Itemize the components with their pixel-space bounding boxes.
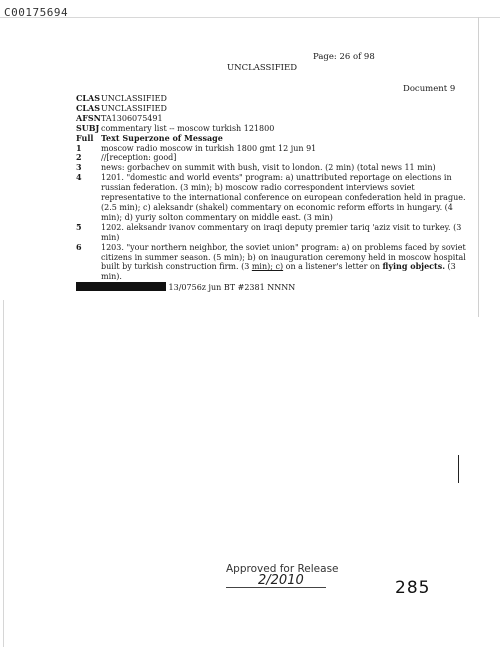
item-text: //[reception: good]	[101, 153, 177, 163]
classification-header: UNCLASSIFIED	[227, 63, 298, 73]
list-item	[76, 243, 471, 283]
page-border-right	[478, 17, 479, 317]
field-row	[76, 134, 471, 144]
field-value: Text Superzone of Message	[101, 132, 223, 143]
item-text: 1201. "domestic and world events" program: a) unattributed reportage on elections in russian federation. (3 min); b) moscow radio correspondent interviews soviet representative to the international conference on european confederation held in prague. (2.5 min); c) aleksandr (shakel) commentary on economic reform efforts in hungary. (4 min); d) yuriy solton commentary on middle east. (3 min)	[101, 173, 466, 222]
item-text-mid: on a listener's letter on	[283, 262, 383, 272]
page-border-top	[0, 17, 500, 18]
item-text-bold: flying objects.	[382, 261, 446, 272]
footer-line-row	[76, 282, 471, 293]
item-text-end: (3 min).	[101, 262, 456, 282]
redaction-block	[76, 282, 166, 291]
item-number: 1	[76, 142, 82, 153]
field-label: Full	[76, 132, 94, 143]
item-number: 3	[76, 162, 82, 173]
item-number: 5	[76, 221, 82, 232]
field-value: commentary list -- moscow turkish 121800	[101, 123, 275, 133]
item-text	[101, 243, 471, 283]
field-label: CLAS	[76, 93, 100, 103]
margin-bracket	[458, 455, 459, 483]
field-row	[76, 114, 471, 124]
field-label: CLAS	[76, 102, 100, 113]
item-text: news: gorbachev on summit with bush, visit to london. (2 min) (total news 11 min)	[101, 163, 436, 173]
item-text: 1202. aleksandr ivanov commentary on iraqi deputy premier tariq 'aziz visit to turkey. (3 min)	[101, 222, 462, 242]
release-date: 2/2010	[258, 573, 304, 588]
page-border-left	[3, 300, 4, 647]
item-number: 6	[76, 241, 82, 252]
field-value: UNCLASSIFIED	[101, 94, 167, 103]
field-label: SUBJ	[76, 122, 100, 133]
list-item	[76, 173, 471, 223]
field-row	[76, 104, 471, 114]
item-number: 4	[76, 172, 82, 183]
item-number: 2	[76, 152, 82, 163]
page-number: Page: 26 of 98	[313, 52, 375, 62]
item-text-main: 1203. "your northern neighbor, the soviet union" program: a) on problems faced by soviet citizens in summer season. (5 min); b) on inauguration ceremony held in moscow hospital built by turkish construction firm. (3	[101, 242, 466, 272]
item-text: moscow radio moscow in turkish 1800 gmt 12 jun 91	[101, 143, 317, 153]
field-value: UNCLASSIFIED	[101, 103, 167, 113]
release-stamp: Approved for Release	[226, 563, 339, 575]
item-text-underlined: min); c)	[251, 262, 284, 272]
transmission-footer: 13/0756z jun BT #2381 NNNN	[168, 283, 296, 293]
field-row	[76, 94, 471, 104]
list-item	[76, 144, 471, 154]
document-id: C00175694	[4, 6, 69, 19]
document-number: Document 9	[403, 84, 456, 94]
field-label: AFSN	[76, 112, 101, 123]
field-value: TA1306075491	[101, 113, 163, 123]
list-item	[76, 163, 471, 173]
list-item	[76, 153, 471, 163]
handwritten-number: 285	[395, 578, 431, 598]
message-body	[76, 94, 471, 293]
signature-line	[226, 587, 326, 588]
list-item	[76, 223, 471, 243]
